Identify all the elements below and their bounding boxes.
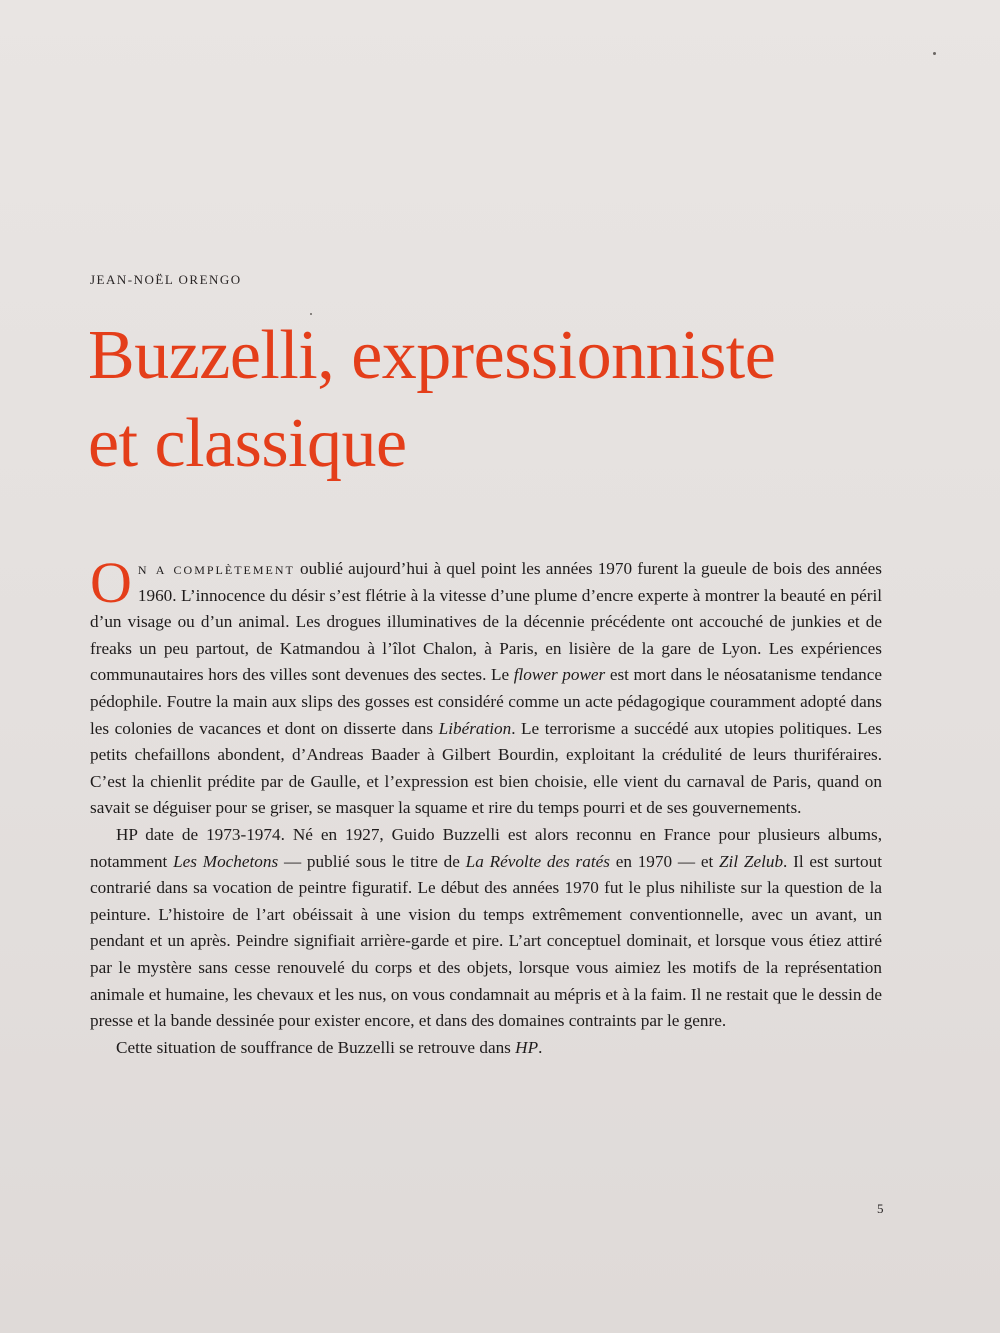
paragraph-2-text-b: — publié sous le titre de — [278, 851, 466, 871]
paragraph-2-italic-a: Les Mochetons — [173, 851, 279, 871]
author-name: JEAN-NOËL ORENGO — [90, 272, 242, 287]
paragraph-2-text-c: en 1970 — et — [609, 851, 719, 871]
paragraph-2-italic-c: Zil Zelub — [719, 851, 784, 871]
paragraph-2 — [90, 822, 882, 1035]
title-line-2: et classique — [88, 405, 407, 482]
paragraph-3-text-a: Cette situation de souffrance de Buzzelli se retrouve dans — [116, 1037, 516, 1057]
paper-speck — [933, 52, 936, 55]
article-title — [88, 312, 948, 488]
drop-cap: O — [90, 550, 132, 615]
title-line-1: Buzzelli, expressionniste — [88, 317, 776, 394]
article-body — [90, 550, 883, 1061]
paragraph-1 — [90, 550, 882, 822]
paragraph-2-italic-b: La Révolte des ratés — [465, 851, 610, 871]
paragraph-2-text-a: HP date de 1973-1974. Né en 1927, Guido Buzzelli est alors reconnu en France pour plusieurs albums, notamment — [90, 824, 882, 871]
paragraph-2-text-d: . Il est surtout contrarié dans sa vocation de peintre figuratif. Le début des années 1970 fut le plus nihiliste sur la question de la peinture. L’histoire de l’art obéissait à une vision du temps extrêmement conventionnelle, avec un avant, un pendant et un après. Peindre signifiait arrière-garde et pire. L’art conceptuel dominait, et lorsque vous étiez attiré par le mystère sans cesse renouvelé du corps et des objets, lorsque vous aimiez les motifs de la représentation animale et humaine, les chevaux et les nus, on vous condamnait au mépris et à la faim. Il ne restait que le dessin de presse et la bande dessinée pour exister encore, et dans des domaines contraints par le genre. — [90, 851, 883, 1031]
paragraph-1-text-a: oublié aujourd’hui à quel point les années 1970 furent la gueule de bois des années 1960. L’innocence du désir s’est flétrie à la vitesse d’une plume d’encre experte à montrer la beauté en péril d’un visage ou d’un animal. Les drogues illuminatives de la décennie précédente ont accouché de junkies et de freaks un peu partout, de Katmandou à l’îlot Chalon, à Paris, en lisière de la gare de Lyon. Les expériences communautaires hors des villes sont devenues des sectes. Le — [90, 559, 882, 685]
paragraph-3-text-b: . — [538, 1037, 543, 1057]
page-number: 5 — [877, 1201, 884, 1216]
paragraph-1-text-c: . Le terrorisme a succédé aux utopies politiques. Les petits chefaillons abondent, d’Andreas Baader à Gilbert Bourdin, exploitant la crédulité de leurs thuriféraires. C’est la chienlit prédite par de Gaulle, et l’expression est bien choisie, elle vient du carnaval de Paris, quand on savait se déguiser pour se griser, se masquer la squame et rire du temps pourri et de ses gouvernements. — [90, 718, 882, 818]
paper-speck — [310, 313, 312, 315]
paragraph-3-italic-a: HP — [515, 1037, 539, 1057]
paragraph-1-italic-a: flower power — [513, 665, 606, 685]
lead-in-smallcaps: n a complètement — [137, 559, 295, 578]
paragraph-1-text-b: est mort dans le néosatanisme tendance pédophile. Foutre la main aux slips des gosses est considéré comme un acte pédagogique couramment adopté dans les colonies de vacances et dont on disserte dans — [90, 665, 882, 738]
paragraph-3 — [90, 1035, 882, 1062]
paragraph-1-italic-b: Libération — [438, 718, 512, 738]
